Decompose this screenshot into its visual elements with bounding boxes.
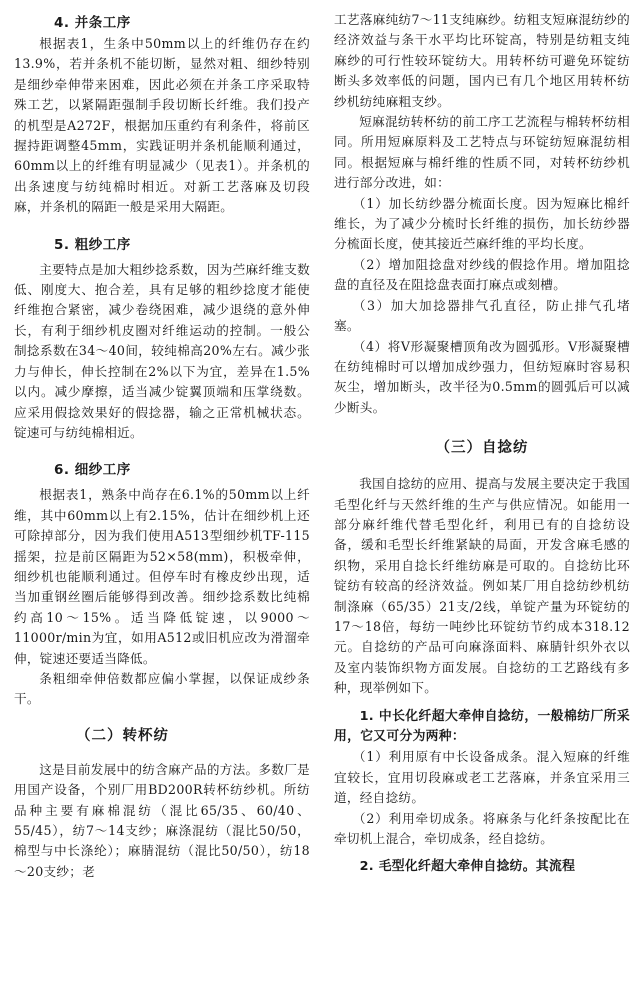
section-heading-roving: 5. 粗纱工序 [54,236,131,253]
list-item: （3）加大加捻器排气孔直径，防止排气孔堵塞。 [334,297,630,334]
section-heading-spinning: 6. 细纱工序 [54,462,131,479]
numbered-item: 2. 毛型化纤超大牵伸自捻纺。其流程 [359,859,576,875]
list-item: （2）利用牵切成条。将麻条与化纤条按配比在牵切机上混合，牵切成条，经自捻纺。 [334,810,630,847]
list-item: （2）增加阻捻盘对纱线的假捻作用。增加阻捻盘的直径及在阻捻盘表面打麻点或刻槽。 [334,256,630,293]
paragraph-drawing: 根据表1，生条中50mm以上的纤维仍存在约13.9%，若并条机不能切断，显然对粗、细纱特别是细纱牵伸带来困难，因此必须在并条工序采取特殊工艺，以紧隔距强制手段切断长纤维。我们投产的机型是A272F，根据加压重约有利条件，将前区握持距调整45mm，实践证明并条机能顺利通过，60mm以上的纤维有明显减少（见表1）。并条机的出条速度与纺纯棉时相近。对新工艺落麻及切段麻，并条机的隔距一般是采用大隔距。 [14,36,310,215]
left-column [14,6,310,1000]
part-heading-rotor: （二）转杯纺 [76,727,169,744]
part-heading-self-twist: （三）自捻纺 [435,440,529,457]
paragraph-spinning: 根据表1，熟条中尚存在6.1%的50mm以上纤维，其中60mm以上有2.15%，估计在细纱机上还可除掉部分，因为我们使用A513型细纱机TF-115摇架，拉是前区隔距为52×58(mm)，积极牵伸，细纱机也能顺利通过。但停车时有橡皮纱出现，适当加重钢丝圈后能够得到改善。细纱捻系数比纯棉约高10～15%。适当降低锭速，以9000～11000r/min为宜，如用A512或旧机应改为滑溜牵伸，锭速还要适当降低。 [14,487,310,666]
list-item: （4）将V形凝聚槽顶角改为圆弧形。V形凝聚槽在纺纯棉时可以增加成纱强力，但纺短麻时容易积灰尘，增加断头，改半径为0.5mm的圆弧后可以减少断头。 [334,338,630,415]
section-heading-drawing: 4. 并条工序 [54,15,131,31]
paragraph-rotor-intro: 这是目前发展中的纺含麻产品的方法。多数厂是用国产设备，个别厂用BD200R转杯纺纱机。所纺品种主要有麻棉混纺（混比65/35、60/40、55/45），纺7～14支纱；麻涤混纺（混比50/50，棉型与中长涤纶）；麻腈混纺（混比50/50），纺18～20支纱；老 [14,761,310,879]
list-item: （1）利用原有中长设备成条。混入短麻的纤维宜较长，宜用切段麻或老工艺落麻，并条宜采用三道，经自捻纺。 [334,749,630,806]
paragraph-roving: 主要特点是加大粗纱捻系数，因为苎麻纤维支数低、刚度大、抱合差，具有足够的粗纱捻度才能使纤维抱合紧密，减少卷绕困难，减少退绕的意外伸长，有利于细纱机皮圈对纤维运动的控制。一般公制捻系数在34～40间，较纯棉高20%左右。减少张力与伸长，伸长控制在2%以下为宜，差异在1.5%以内。减少摩擦，适当减少锭翼顶端和压掌绕数。应采用假捻效果好的假捻器，输之正常机械状态。锭速可与纺纯棉相近。 [14,261,310,440]
list-item: （1）加长纺纱器分梳面长度。因为短麻比棉纤维长，为了减少分梳时长纤维的损伤，加长纺纱器分梳面长度，使其接近苎麻纤维的平均长度。 [334,195,630,252]
paragraph-rotor-continued: 工艺落麻纯纺7～11支纯麻纱。纺粗支短麻混纺纱的经济效益与条干水平均比环锭高，特别是纺粗支纯麻纱的可行性较环锭纺大。用转杯纺可避免环锭纺断头多效率低的问题，国内已有几个地区用转杯纺纱机纺纯麻粗支纱。 [334,12,630,109]
paragraph-spinning-note: 条粗细牵伸倍数都应偏小掌握，以保证成纱条干。 [14,670,310,707]
right-column [334,6,630,1000]
paragraph-rotor-process: 短麻混纺转杯纺的前工序工艺流程与棉转杯纺相同。所用短麻原料及工艺特点与环锭纺短麻混纺相同。根据短麻与棉纤维的性质不同，对转杯纺纱机进行部分改进，如： [334,114,630,191]
paragraph-self-twist: 我国自捻纺的应用、提高与发展主要决定于我国毛型化纤与天然纤维的生产与供应情况。如能用一部分麻纤维代替毛型化纤，利用已有的自捻纺设备，缓和毛型长纤维紧缺的局面，开发含麻毛感的织物，采用自捻长纤维纺麻是可取的。自捻纺比环锭纺有较高的经济效益。例如某厂用自捻纺纱机纺制涤麻（65/35）21支/2线，单锭产量为环锭纺的17～18倍，每纺一吨纱比环锭纺节约成本318.12元。自捻纺的产品可向麻涤面料、麻腈针织外衣以及室内装饰织物方面发展。自捻纺的工艺路线有多种，现举例如下。 [334,476,630,696]
numbered-item: 1. 中长化纤超大牵伸自捻纺，一般棉纺厂所采用，它又可分为两种： [334,708,630,744]
